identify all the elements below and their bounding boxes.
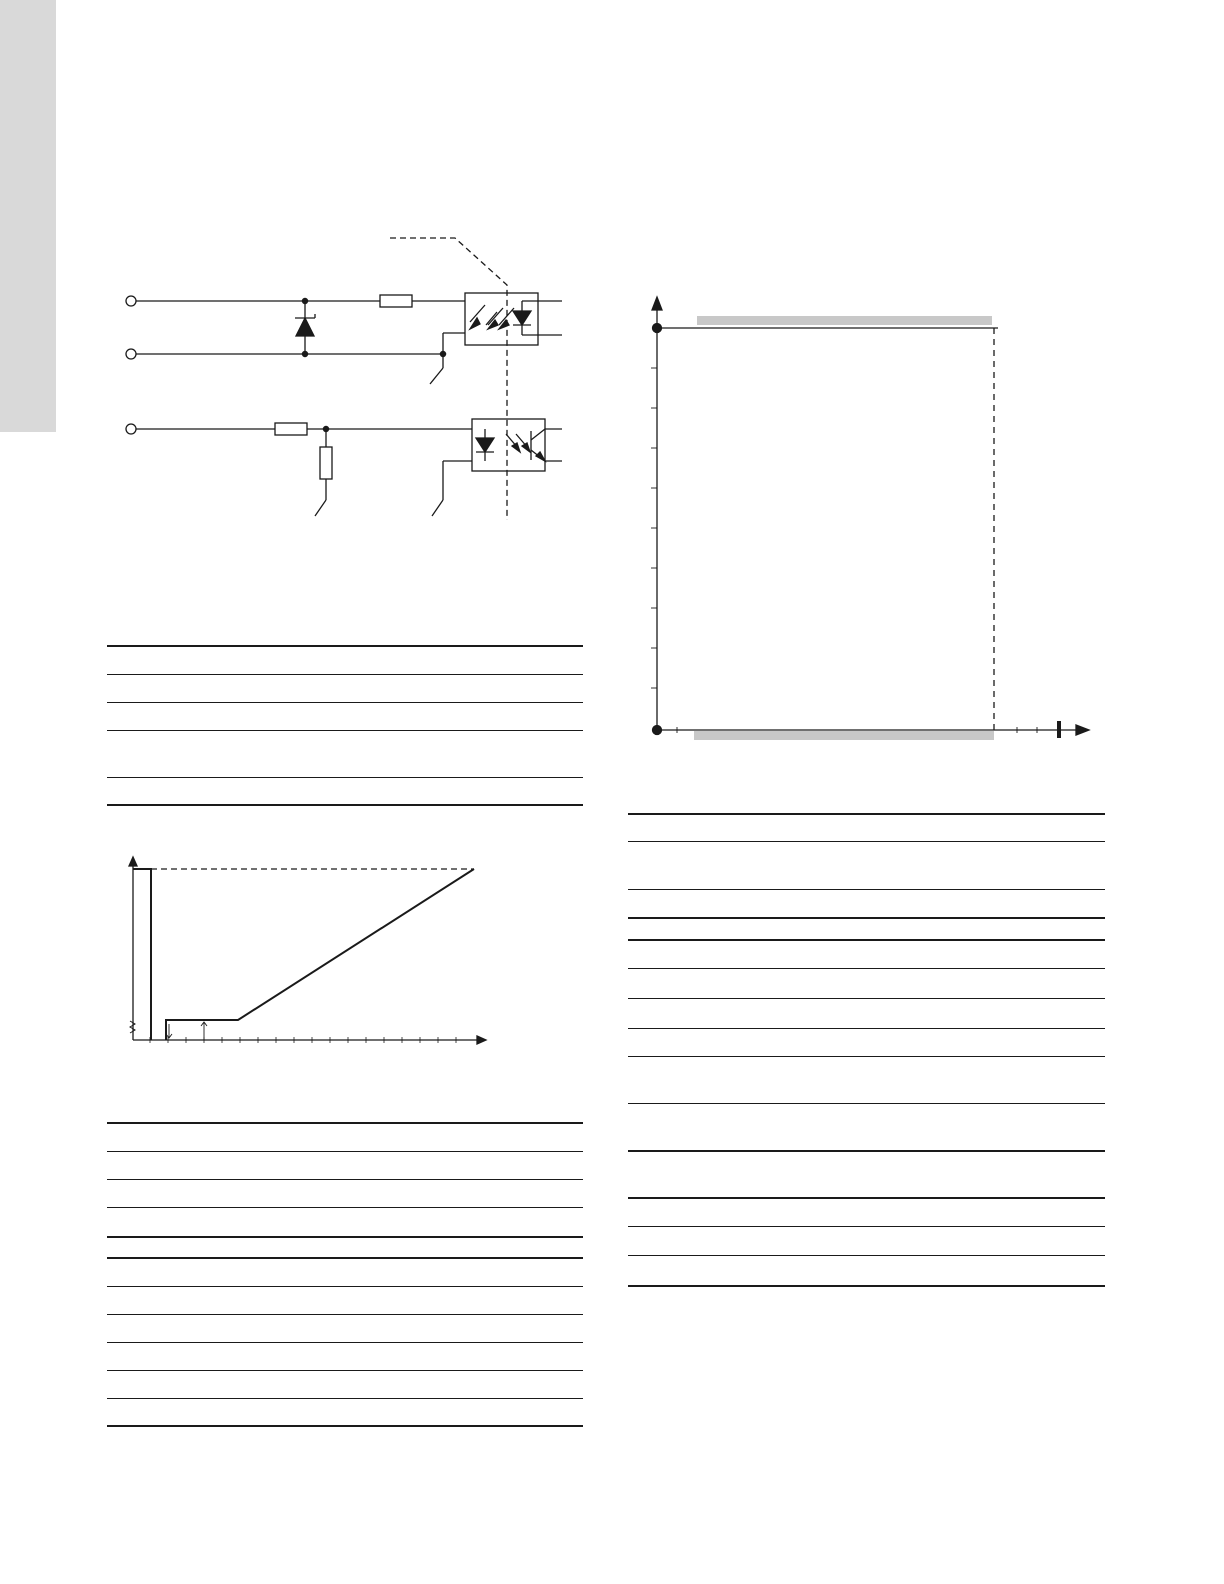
bottom-highlight-band [694, 731, 994, 740]
y-axis-ticks [651, 368, 657, 688]
x-axis-end-marker [1057, 721, 1061, 738]
top-highlight-band [697, 316, 992, 325]
origin-marker [653, 726, 662, 735]
ramp-curve [133, 869, 474, 1040]
threshold-markers [166, 1022, 207, 1040]
